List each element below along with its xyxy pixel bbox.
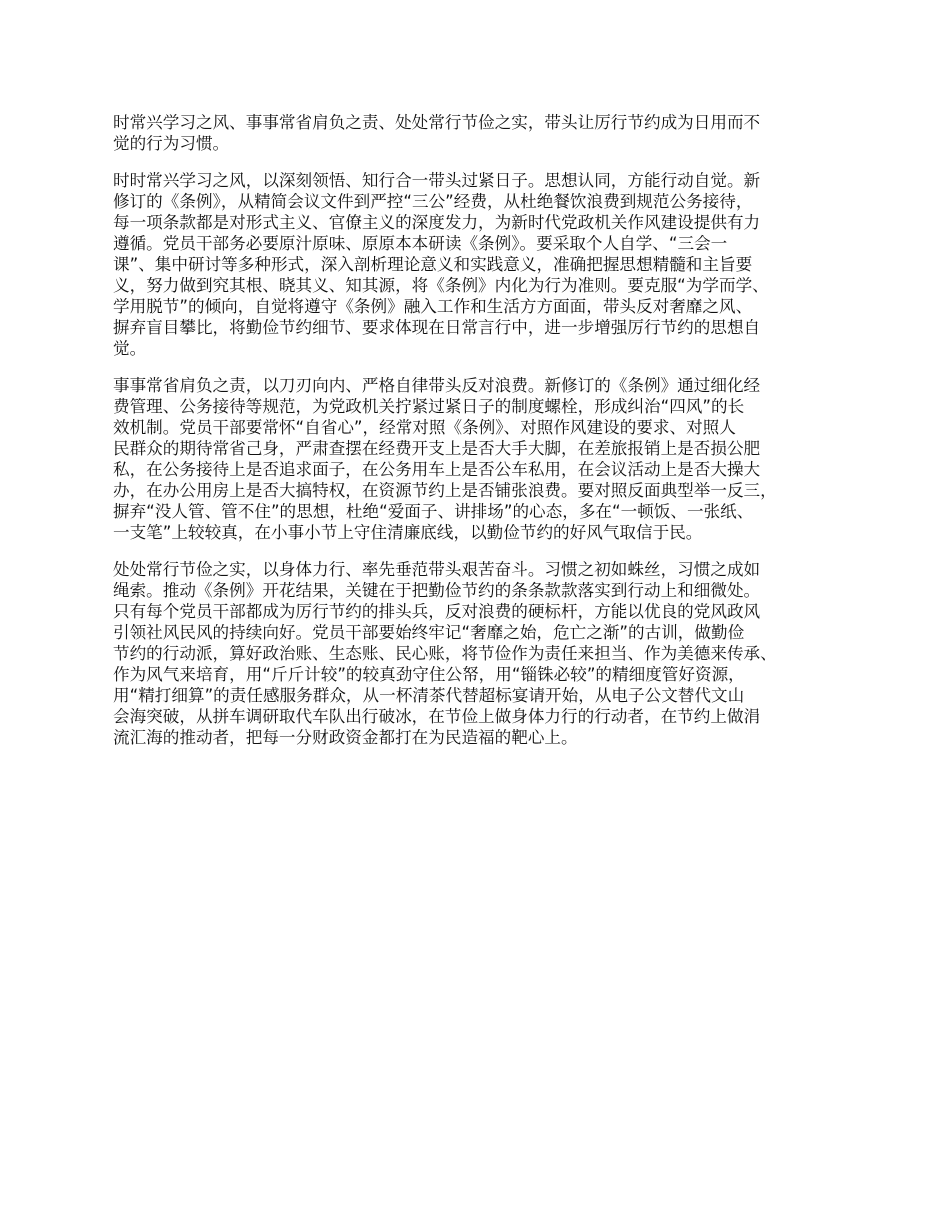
- text-line: 课”、集中研讨等多种形式，深入剖析理论意义和实践意义，准确把握思想精髓和主旨要: [113, 255, 753, 274]
- text-line: 觉。: [113, 339, 147, 358]
- text-line: 作为风气来培育，用“斤斤计较”的较真劲守住公帑，用“锱铢必较”的精细度管好资源，: [113, 665, 745, 684]
- text-line: 费管理、公务接待等规范，为党政机关拧紧过紧日子的制度螺栓，形成纠治“四风”的长: [113, 397, 745, 416]
- text-line: 绳索。推动《条例》开花结果，关键在于把勤俭节约的条条款款落实到行动上和细微处。: [113, 581, 761, 600]
- paragraph-responsibility: [113, 375, 858, 543]
- text-line: 每一项条款都是对形式主义、官僚主义的深度发力，为新时代党政机关作风建设提供有力: [113, 213, 761, 232]
- text-line: 事事常省肩负之责，以刀刃向内、严格自律带头反对浪费。新修订的《条例》通过细化经: [113, 376, 761, 395]
- text-line: 时时常兴学习之风，以深刻领悟、知行合一带头过紧日子。思想认同，方能行动自觉。新: [113, 171, 761, 190]
- text-line: 用“精打细算”的责任感服务群众，从一杯清茶代替超标宴请开始，从电子公文替代文山: [113, 686, 745, 705]
- text-line: 时常兴学习之风、事事常省肩负之责、处处常行节俭之实，带头让厉行节约成为日用而不: [113, 113, 761, 132]
- paragraph-frugality: [113, 559, 858, 748]
- text-line: 义，努力做到究其根、晓其义、知其源，将《条例》内化为行为准则。要克服“为学而学、: [113, 276, 769, 295]
- text-line: 只有每个党员干部都成为厉行节约的排头兵，反对浪费的硬标杆，方能以优良的党风政风: [113, 602, 761, 621]
- text-line: 私，在公务接待上是否追求面子，在公务用车上是否公车私用，在会议活动上是否大操大: [113, 460, 761, 479]
- text-line: 遵循。党员干部务必要原汁原味、原原本本研读《条例》。要采取个人自学、“三会一: [113, 234, 728, 253]
- text-line: 学用脱节”的倾向，自觉将遵守《条例》融入工作和生活方方面面，带头反对奢靡之风、: [113, 297, 753, 316]
- text-line: 修订的《条例》，从精简会议文件到严控“三公”经费，从杜绝餐饮浪费到规范公务接待，: [113, 192, 753, 211]
- text-line: 效机制。党员干部要常怀“自省心”，经常对照《条例》、对照作风建设的要求、对照人: [113, 418, 736, 437]
- text-line: 摒弃盲目攀比，将勤俭节约细节、要求体现在日常言行中，进一步增强厉行节约的思想自: [113, 318, 761, 337]
- text-line: 会海突破，从拼车调研取代车队出行破冰，在节俭上做身体力行的行动者，在节约上做涓: [113, 707, 761, 726]
- text-line: 觉的行为习惯。: [113, 134, 230, 153]
- text-line: 处处常行节俭之实，以身体力行、率先垂范带头艰苦奋斗。习惯之初如蛛丝，习惯之成如: [113, 560, 761, 579]
- text-line: 流汇海的推动者，把每一分财政资金都打在为民造福的靶心上。: [113, 728, 578, 747]
- text-line: 摒弃“没人管、管不住”的思想，杜绝“爱面子、讲排场”的心态，多在“一顿饭、一张纸、: [113, 502, 754, 521]
- text-line: 一支笔”上较较真，在小事小节上守住清廉底线，以勤俭节约的好风气取信于民。: [113, 523, 703, 542]
- text-line: 引领社风民风的持续向好。党员干部要始终牢记“奢靡之始，危亡之渐”的古训，做勤俭: [113, 623, 745, 642]
- paragraph-study: [113, 170, 858, 359]
- text-line: 办，在办公用房上是否大搞特权，在资源节约上是否铺张浪费。要对照反面典型举一反三，: [113, 481, 777, 500]
- text-line: 民群众的期待常省己身，严肃查摆在经费开支上是否大手大脚，在差旅报销上是否损公肥: [113, 439, 761, 458]
- text-line: 节约的行动派，算好政治账、生态账、民心账，将节俭作为责任来担当、作为美德来传承、: [113, 644, 777, 663]
- document-body: [113, 112, 858, 764]
- paragraph-intro: [113, 112, 858, 154]
